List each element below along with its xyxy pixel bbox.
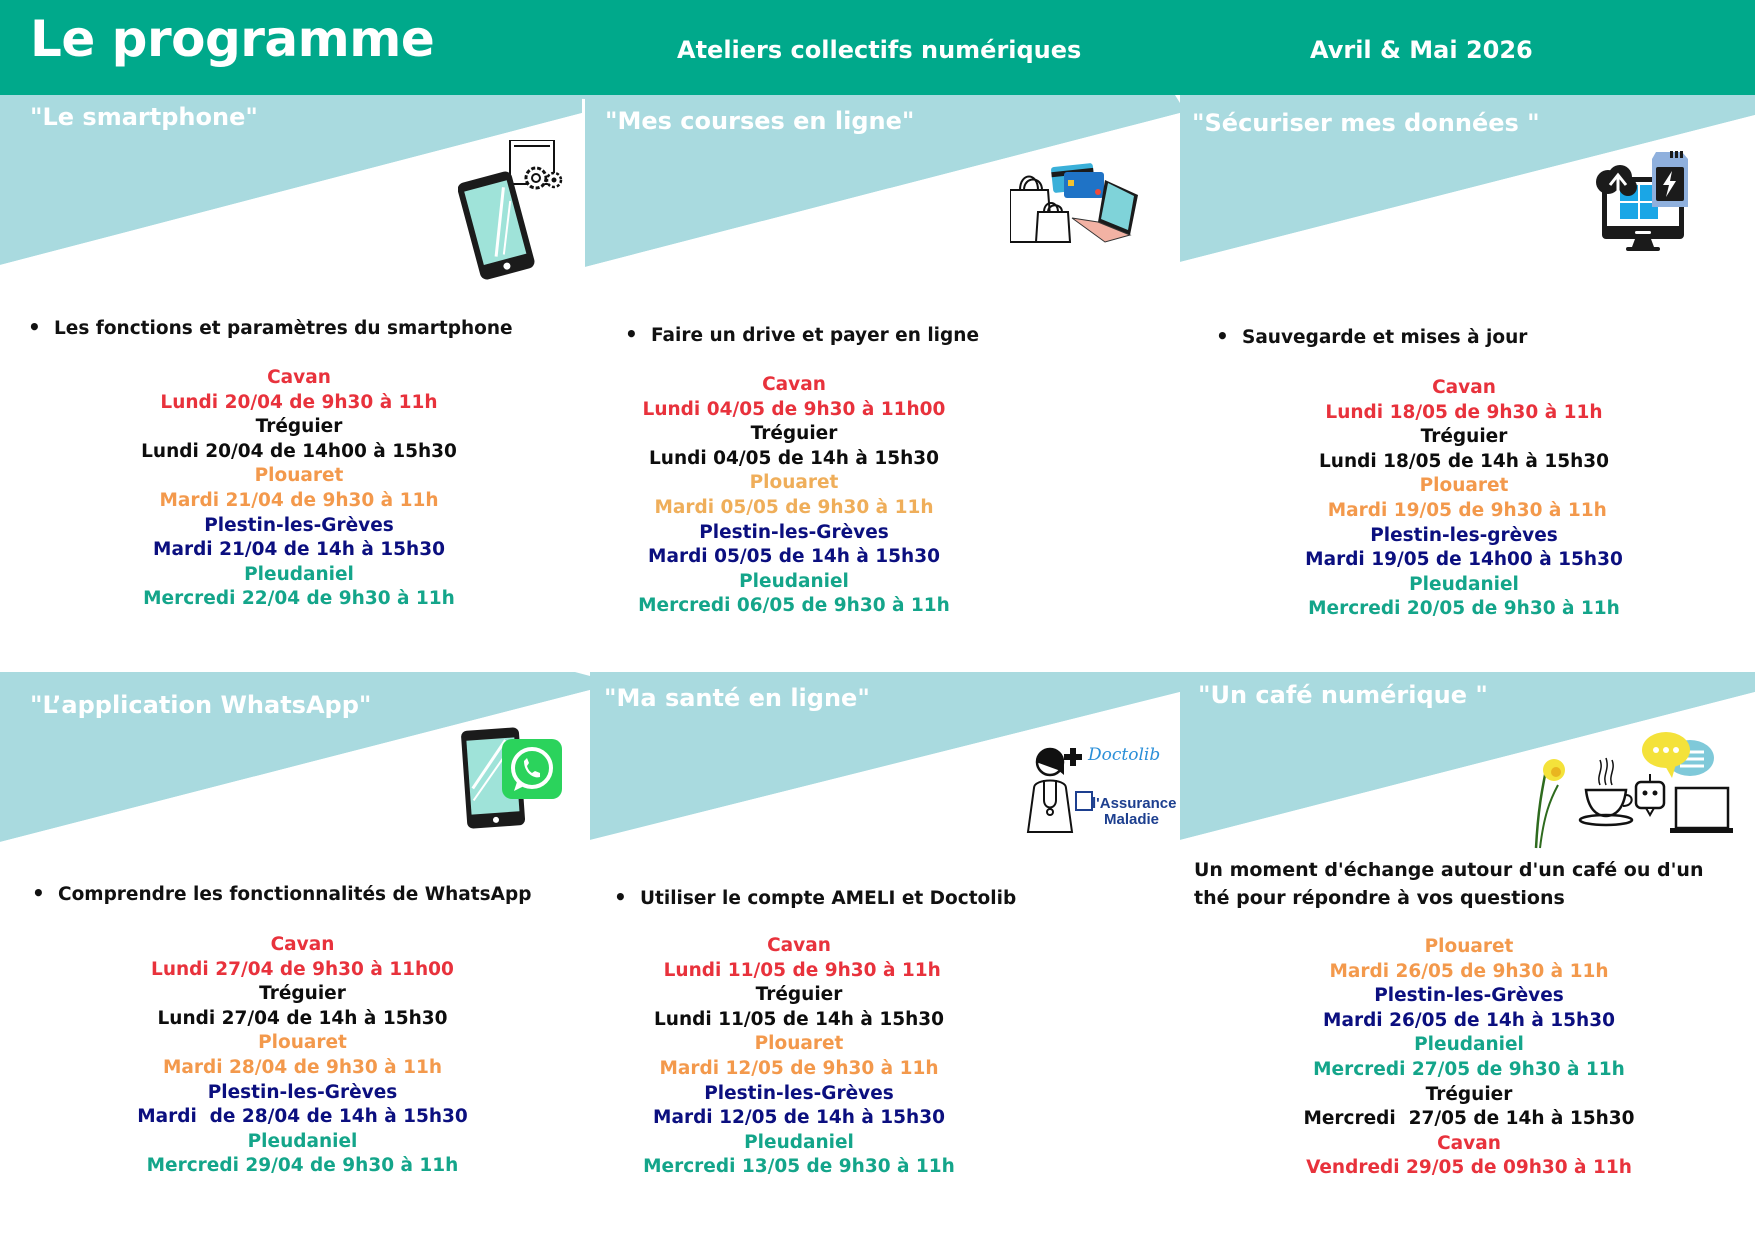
panel-sante-en-ligne — [590, 672, 1180, 1241]
session-time: Lundi 27/04 de 9h30 à 11h00 — [151, 958, 454, 980]
panel-cafe-numerique — [1180, 672, 1755, 1241]
location-pleudaniel: Pleudaniel — [1409, 573, 1519, 595]
location-treguier: Tréguier — [255, 416, 343, 438]
panel-title: "Un café numérique " — [1198, 681, 1488, 709]
session-time: Lundi 11/05 de 9h30 à 11h — [657, 959, 941, 981]
location-plestin: Plestin-les-Grèves — [1374, 985, 1564, 1007]
shopping-bags-cards-laptop-icon — [1010, 160, 1145, 259]
session-time: Mardi 19/05 de 14h00 à 15h30 — [1305, 549, 1623, 571]
panel-courses-en-ligne — [585, 95, 1180, 655]
schedule-list — [585, 373, 1003, 619]
session-time: Mardi 12/05 de 9h30 à 11h — [659, 1057, 939, 1079]
session-time: Lundi 27/04 de 14h à 15h30 — [157, 1007, 448, 1029]
panel-title: "L’application WhatsApp" — [30, 691, 372, 719]
session-time: Mercredi 20/05 de 9h30 à 11h — [1308, 598, 1620, 620]
whatsapp-phone-icon — [458, 727, 563, 836]
session-time: Lundi 18/05 de 14h à 15h30 — [1318, 450, 1609, 472]
location-plouaret: Plouaret — [254, 465, 344, 487]
location-cavan: Cavan — [1437, 1132, 1501, 1154]
location-treguier: Tréguier — [259, 983, 346, 1005]
page-title: Le programme — [30, 10, 435, 68]
location-plestin: Plestin-les-grèves — [1370, 524, 1558, 546]
location-cavan: Cavan — [1432, 377, 1496, 398]
session-time: Mardi 12/05 de 14h à 15h30 — [653, 1107, 945, 1129]
location-plestin: Plestin-les-Grèves — [699, 521, 889, 543]
schedule-list — [0, 366, 598, 612]
doctor-doctolib-assurance-maladie-icon — [1020, 740, 1190, 844]
panel-smartphone — [0, 95, 585, 655]
location-cavan: Cavan — [767, 935, 831, 956]
location-plestin: Plestin-les-Grèves — [207, 1081, 398, 1103]
location-treguier: Tréguier — [1420, 426, 1508, 448]
session-time: Mardi de 28/04 de 14h à 15h30 — [137, 1106, 468, 1128]
session-time: Lundi 20/04 de 14h00 à 15h30 — [141, 440, 457, 462]
location-pleudaniel: Pleudaniel — [244, 563, 354, 585]
session-time: Lundi 20/04 de 9h30 à 11h — [160, 391, 438, 413]
panel-title: "Le smartphone" — [30, 103, 258, 131]
workshop-topic: • Sauvegarde et mises à jour — [1216, 324, 1527, 348]
session-time: Mercredi 29/04 de 9h30 à 11h — [146, 1155, 459, 1177]
workshop-topic: • Comprendre les fonctionnalités de WhatsApp — [32, 881, 531, 905]
session-time: Mercredi 06/05 de 9h30 à 11h — [638, 595, 950, 617]
cloud-backup-sdcard-monitor-icon — [1590, 147, 1700, 261]
session-time: Lundi 04/05 de 14h à 15h30 — [648, 447, 939, 469]
location-pleudaniel: Pleudaniel — [739, 570, 849, 592]
session-time: Vendredi 29/05 de 09h30 à 11h — [1306, 1157, 1632, 1179]
schedule-list — [1180, 376, 1748, 622]
workshop-topic: • Utiliser le compte AMELI et Doctolib — [614, 885, 1016, 909]
session-time: Lundi 18/05 de 9h30 à 11h — [1325, 401, 1603, 423]
location-cavan: Cavan — [270, 934, 335, 955]
session-time: Mercredi 27/05 de 9h30 à 11h — [1313, 1058, 1625, 1080]
daffodil-coffee-chatbot-laptop-icon — [1528, 730, 1733, 854]
location-plouaret: Plouaret — [258, 1032, 347, 1054]
workshop-topic: • Les fonctions et paramètres du smartphone — [28, 315, 513, 339]
location-treguier: Tréguier — [750, 423, 838, 445]
location-treguier: Tréguier — [755, 984, 843, 1006]
session-time: Mardi 26/05 de 9h30 à 11h — [1329, 960, 1609, 982]
location-treguier: Tréguier — [1425, 1083, 1513, 1105]
panel-securiser-donnees — [1180, 95, 1755, 655]
workshop-topic: • Faire un drive et payer en ligne — [625, 322, 979, 346]
location-plestin: Plestin-les-Grèves — [704, 1082, 894, 1104]
panel-title: "Mes courses en ligne" — [605, 107, 915, 135]
location-plouaret: Plouaret — [754, 1033, 844, 1055]
location-pleudaniel: Pleudaniel — [247, 1130, 358, 1152]
program-period: Avril & Mai 2026 — [1310, 36, 1533, 64]
workshop-description: Un moment d'échange autour d'un café ou d'un thé pour répondre à vos questions — [1194, 859, 1704, 909]
session-time: Mardi 05/05 de 14h à 15h30 — [648, 546, 940, 568]
session-time: Mercredi 22/04 de 9h30 à 11h — [143, 588, 455, 610]
location-plouaret: Plouaret — [749, 472, 839, 494]
smartphone-settings-icon — [458, 140, 568, 284]
header-banner — [0, 0, 1755, 95]
location-plouaret: Plouaret — [1419, 475, 1509, 497]
panel-title: "Ma santé en ligne" — [604, 684, 870, 712]
session-time: Mardi 28/04 de 9h30 à 11h — [162, 1056, 443, 1078]
location-pleudaniel: Pleudaniel — [1414, 1034, 1524, 1056]
session-time: Mardi 19/05 de 9h30 à 11h — [1321, 499, 1607, 521]
location-cavan: Cavan — [762, 374, 826, 395]
session-time: Mardi 21/04 de 14h à 15h30 — [153, 539, 445, 561]
session-time: Lundi 04/05 de 9h30 à 11h00 — [642, 398, 946, 420]
location-plestin: Plestin-les-Grèves — [204, 514, 394, 536]
location-cavan: Cavan — [267, 367, 331, 388]
session-time: Mercredi 13/05 de 9h30 à 11h — [643, 1156, 955, 1178]
session-time: Mardi 21/04 de 9h30 à 11h — [159, 489, 439, 511]
session-time: Mardi 05/05 de 9h30 à 11h — [654, 496, 934, 518]
svg-text:Maladie: Maladie — [1104, 811, 1160, 828]
session-time: Mercredi 27/05 de 14h à 15h30 — [1303, 1108, 1635, 1130]
session-time: Mardi 26/05 de 14h à 15h30 — [1323, 1009, 1615, 1031]
schedule-list — [590, 934, 1008, 1180]
svg-text:l'Assurance: l'Assurance — [1092, 795, 1177, 812]
panel-whatsapp — [0, 672, 590, 1241]
schedule-list — [0, 933, 605, 1179]
program-subtitle: Ateliers collectifs numériques — [677, 36, 1082, 64]
schedule-list — [1180, 935, 1755, 1181]
location-plouaret: Plouaret — [1424, 936, 1514, 957]
location-pleudaniel: Pleudaniel — [744, 1131, 854, 1153]
svg-text:Doctolib: Doctolib — [1088, 745, 1161, 765]
panel-title: "Sécuriser mes données " — [1192, 109, 1540, 137]
session-time: Lundi 11/05 de 14h à 15h30 — [653, 1008, 944, 1030]
